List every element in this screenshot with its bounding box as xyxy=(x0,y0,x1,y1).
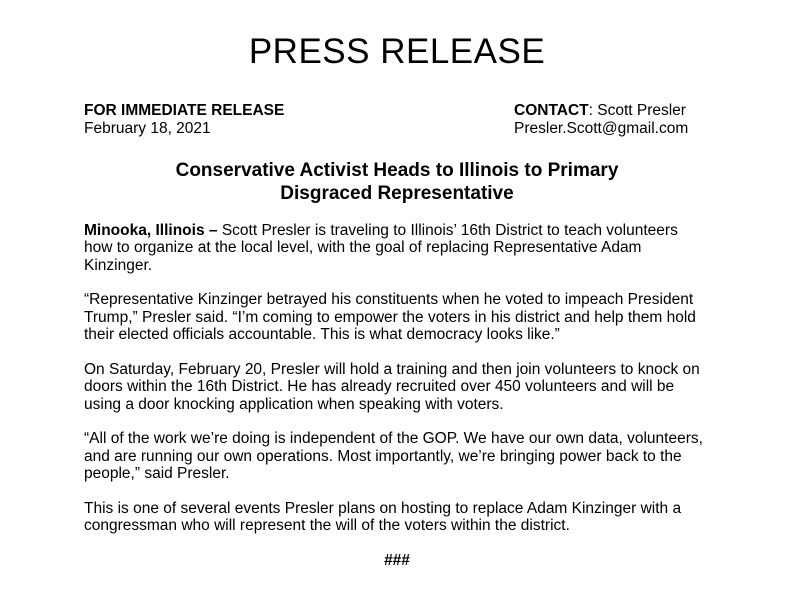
paragraph-text: On Saturday, February 20, Presler will hold a training and then join volunteers to knock on doors within the 16th District. He has already recruited over 450 volunteers and will be using a door knocking application when speaking with voters. xyxy=(84,360,700,413)
headline-line-2: Disgraced Representative xyxy=(280,182,514,204)
headline xyxy=(84,159,710,205)
paragraph-closing xyxy=(84,500,710,535)
document-body xyxy=(84,222,710,535)
paragraph-dateline xyxy=(84,222,710,275)
paragraph-text: “Representative Kinzinger betrayed his constituents when he voted to impeach President Trump,” Presler said. “I’m coming to empower the voters in his district and help them hold their elected officials accountable. This is what democracy looks like.” xyxy=(84,291,696,344)
paragraph-text: This is one of several events Presler plans on hosting to replace Adam Kinzinger with a congressman who will represent the will of the voters within the district. xyxy=(84,499,682,535)
release-block xyxy=(84,102,284,138)
paragraph-text: Scott Presler is traveling to Illinois’ 16th District to teach volunteers how to organize at the local level, with the goal of replacing Representative Adam Kinzinger. xyxy=(84,221,678,274)
contact-label: CONTACT xyxy=(514,101,589,119)
contact-line xyxy=(514,102,710,120)
paragraph-quote-1 xyxy=(84,291,710,344)
contact-email: Presler.Scott@gmail.com xyxy=(514,119,689,137)
document-title: PRESS RELEASE xyxy=(248,32,546,71)
paragraph-text: “All of the work we’re doing is independent of the GOP. We have our own data, volunteers, and are running our own operations. Most importantly, we’re bringing power back to the people,” said Presler. xyxy=(84,430,703,483)
meta-row xyxy=(84,102,710,138)
contact-block xyxy=(514,102,710,138)
paragraph-event xyxy=(84,361,710,414)
dateline-lead: Minooka, Illinois – xyxy=(84,221,222,239)
release-date: February 18, 2021 xyxy=(84,119,211,137)
end-mark: ### xyxy=(384,551,410,569)
release-status: FOR IMMEDIATE RELEASE xyxy=(84,101,285,119)
headline-line-1: Conservative Activist Heads to Illinois to Primary xyxy=(175,159,619,181)
contact-name: : Scott Presler xyxy=(588,101,686,119)
paragraph-quote-2 xyxy=(84,430,710,483)
